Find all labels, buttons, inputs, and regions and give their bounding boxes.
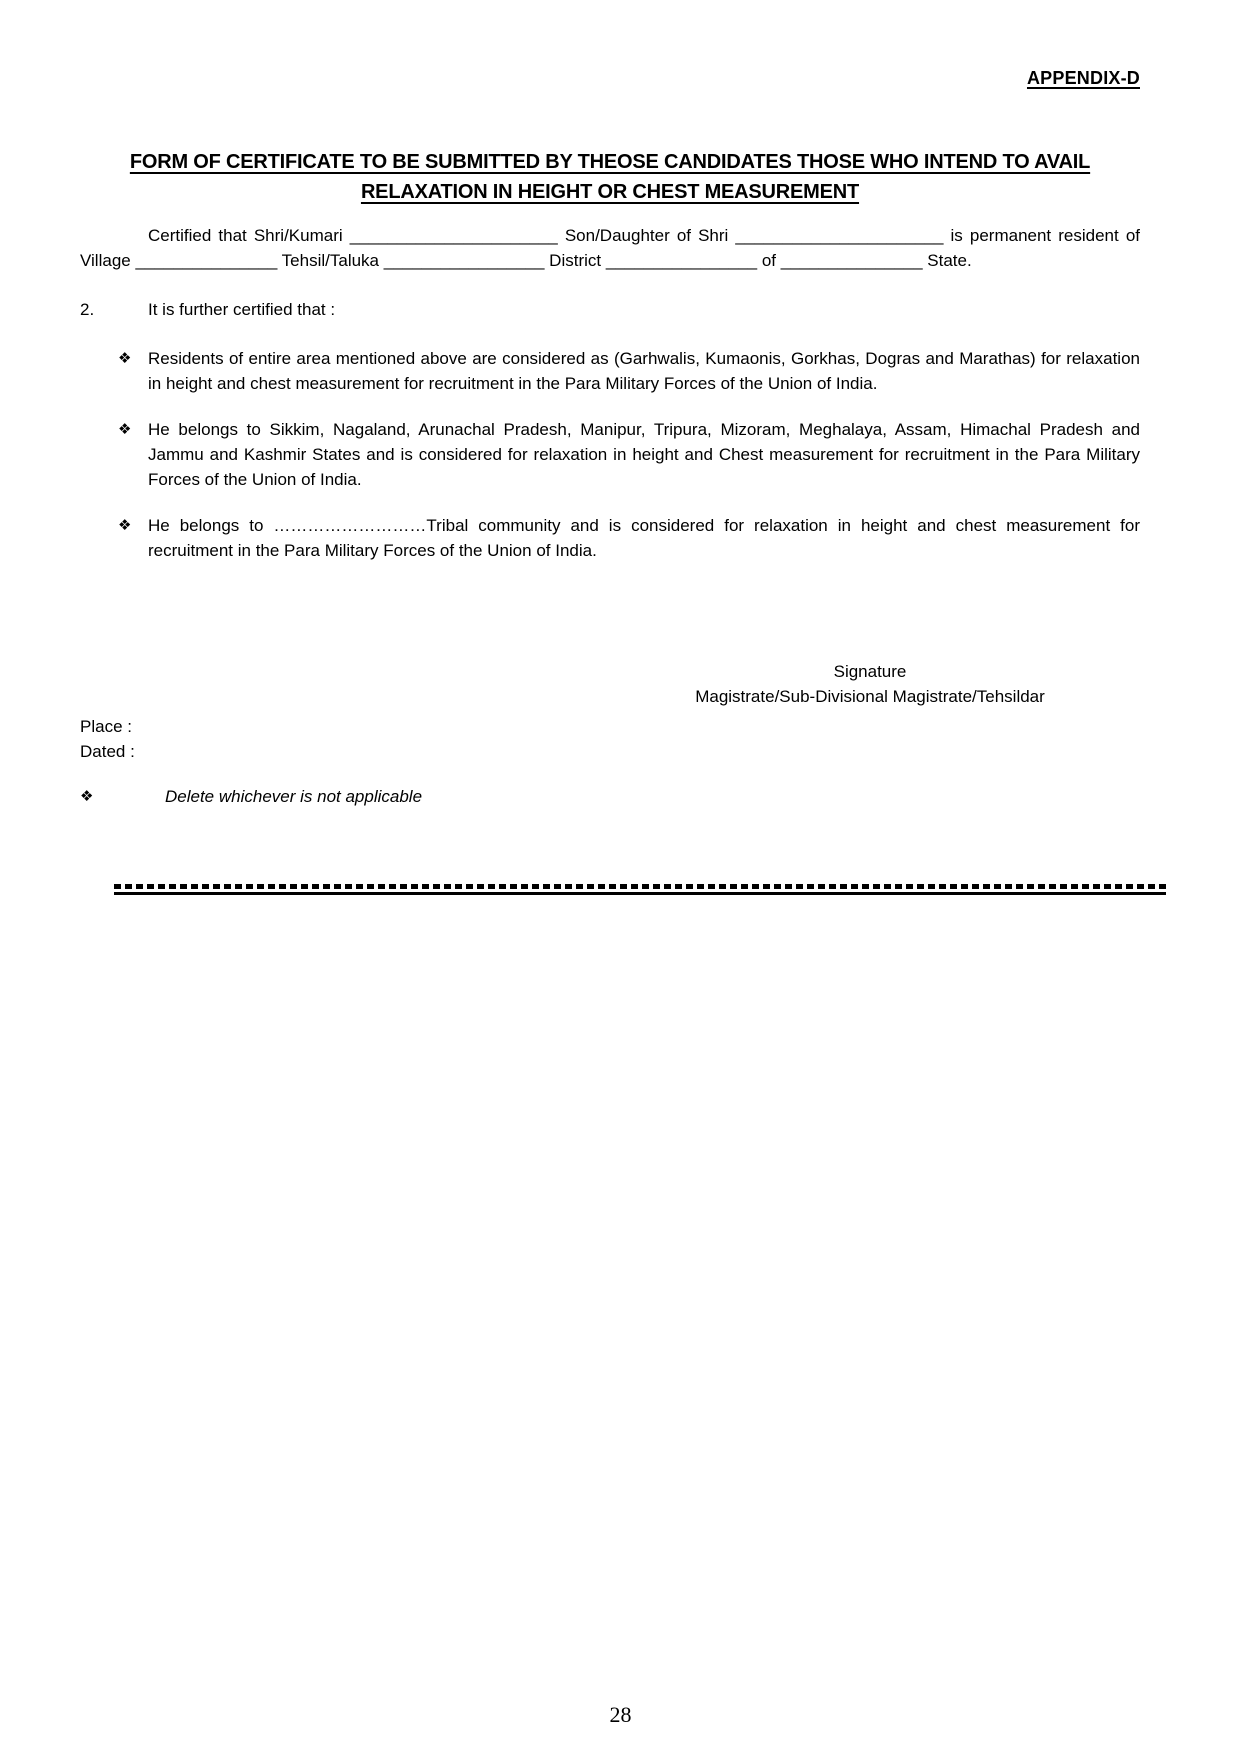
dated-label: Dated : [80,742,135,761]
document-title [80,147,1140,207]
page-number: 28 [609,1702,632,1727]
separator-dashes [114,884,1166,889]
signature-label: Signature [833,662,907,681]
appendix-label: APPENDIX-D [1026,68,1140,88]
list-item [80,513,1140,563]
document-title-line-1: FORM OF CERTIFICATE TO BE SUBMITTED BY THEOSE CANDIDATES THOSE WHO INTEND TO AVAIL [129,151,1091,173]
bullet-text-tribal-community: He belongs to ………………………Tribal community and is considered for relaxation in height and chest measurement for recruitment in the Para Military Forces of the Union of India. [148,516,1140,560]
diamond-bullet-icon: ❖ [118,421,132,438]
certification-paragraph: Certified that Shri/Kumari ______________________ Son/Daughter of Shri ______________________ is permanent resident of Village _______________ Tehsil/Taluka _________________ District ________________ of _______________ State. [80,226,1140,270]
document-title-line-2: RELAXATION IN HEIGHT OR CHEST MEASUREMENT [360,181,860,203]
bullet-text-residents: Residents of entire area mentioned above are considered as (Garhwalis, Kumaonis, Gorkhas, Dogras and Marathas) for relaxation in height and chest measurement for recruitment in the Para Military Forces of the Union of India. [148,349,1140,393]
bullet-text-states: He belongs to Sikkim, Nagaland, Arunachal Pradesh, Manipur, Tripura, Mizoram, Meghalaya, Assam, Himachal Pradesh and Jammu and Kashmir States and is considered for relaxation in height and Chest measurement for recruitment in the Para Military Forces of the Union of India. [148,420,1140,489]
clause-2-text: It is further certified that : [148,300,336,319]
separator-dashed-line [114,884,1166,895]
clause-2-number: 2. [80,300,95,319]
signature-block [640,659,1100,709]
footnote [80,784,1140,809]
signatory-designation: Magistrate/Sub-Divisional Magistrate/Tehsildar [695,687,1045,706]
footnote-text: Delete whichever is not applicable [165,787,423,806]
diamond-bullet-icon: ❖ [118,517,132,534]
diamond-bullet-icon: ❖ [118,350,132,367]
place-dated-block [80,714,1140,764]
list-item [80,417,1140,492]
place-label: Place : [80,717,132,736]
clause-2 [80,297,1140,322]
certification-bullet-list [80,346,1140,563]
diamond-bullet-icon: ❖ [80,788,94,805]
list-item [80,346,1140,396]
separator-underline [114,892,1166,895]
appendix-header [80,66,1140,91]
